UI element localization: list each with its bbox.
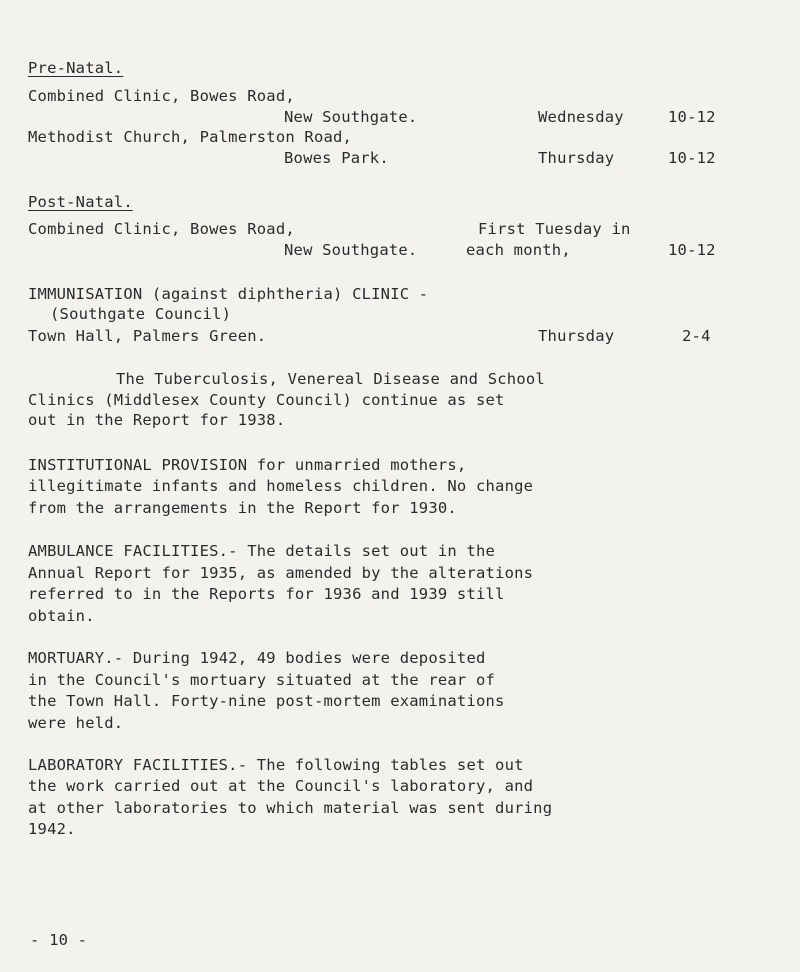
ambulance-line3: referred to in the Reports for 1936 and 1939 still — [28, 585, 505, 603]
prenatal-row2-line2: Bowes Park. — [284, 149, 389, 167]
ambulance-line2: Annual Report for 1935, as amended by the alterations — [28, 564, 534, 582]
immunisation-time: 2-4 — [682, 327, 711, 345]
mortuary-line2: in the Council's mortuary situated at the rear of — [28, 671, 496, 689]
prenatal-row1-line2: New Southgate. — [284, 108, 418, 126]
postnatal-day-line2: each month, — [466, 241, 571, 259]
immunisation-place: Town Hall, Palmers Green. — [28, 327, 267, 345]
mortuary-line4: were held. — [28, 714, 124, 732]
prenatal-row1-day: Wednesday — [538, 108, 624, 126]
mortuary-line3: the Town Hall. Forty-nine post-mortem examinations — [28, 692, 505, 710]
laboratory-line1: LABORATORY FACILITIES.- The following tables set out — [28, 756, 524, 774]
postnatal-line2: New Southgate. — [284, 241, 418, 259]
prenatal-row1-line1: Combined Clinic, Bowes Road, — [28, 87, 295, 105]
postnatal-day-line1: First Tuesday in — [478, 220, 631, 238]
postnatal-time: 10-12 — [668, 241, 716, 259]
immunisation-line1: IMMUNISATION (against diphtheria) CLINIC - — [28, 285, 429, 303]
immunisation-line2: (Southgate Council) — [50, 305, 232, 323]
laboratory-line3: at other laboratories to which material was sent during — [28, 799, 553, 817]
prenatal-row2-day: Thursday — [538, 149, 615, 167]
prenatal-row2-time: 10-12 — [668, 149, 716, 167]
prenatal-row2-line1: Methodist Church, Palmerston Road, — [28, 128, 353, 146]
prenatal-row1-time: 10-12 — [668, 108, 716, 126]
postnatal-heading: Post-Natal. — [28, 193, 133, 211]
institutional-line3: from the arrangements in the Report for 1930. — [28, 499, 457, 517]
tuberculosis-line1: The Tuberculosis, Venereal Disease and School — [116, 370, 545, 388]
laboratory-line4: 1942. — [28, 820, 76, 838]
tuberculosis-line3: out in the Report for 1938. — [28, 411, 286, 429]
mortuary-line1: MORTUARY.- During 1942, 49 bodies were deposited — [28, 649, 486, 667]
institutional-line2: illegitimate infants and homeless children. No change — [28, 477, 534, 495]
laboratory-line2: the work carried out at the Council's laboratory, and — [28, 777, 534, 795]
tuberculosis-line2: Clinics (Middlesex County Council) continue as set — [28, 391, 505, 409]
postnatal-line1: Combined Clinic, Bowes Road, — [28, 220, 295, 238]
prenatal-heading: Pre-Natal. — [28, 59, 124, 77]
ambulance-line4: obtain. — [28, 607, 95, 625]
immunisation-day: Thursday — [538, 327, 615, 345]
institutional-line1: INSTITUTIONAL PROVISION for unmarried mothers, — [28, 456, 467, 474]
page-number: - 10 - — [30, 931, 88, 949]
ambulance-line1: AMBULANCE FACILITIES.- The details set out in the — [28, 542, 496, 560]
